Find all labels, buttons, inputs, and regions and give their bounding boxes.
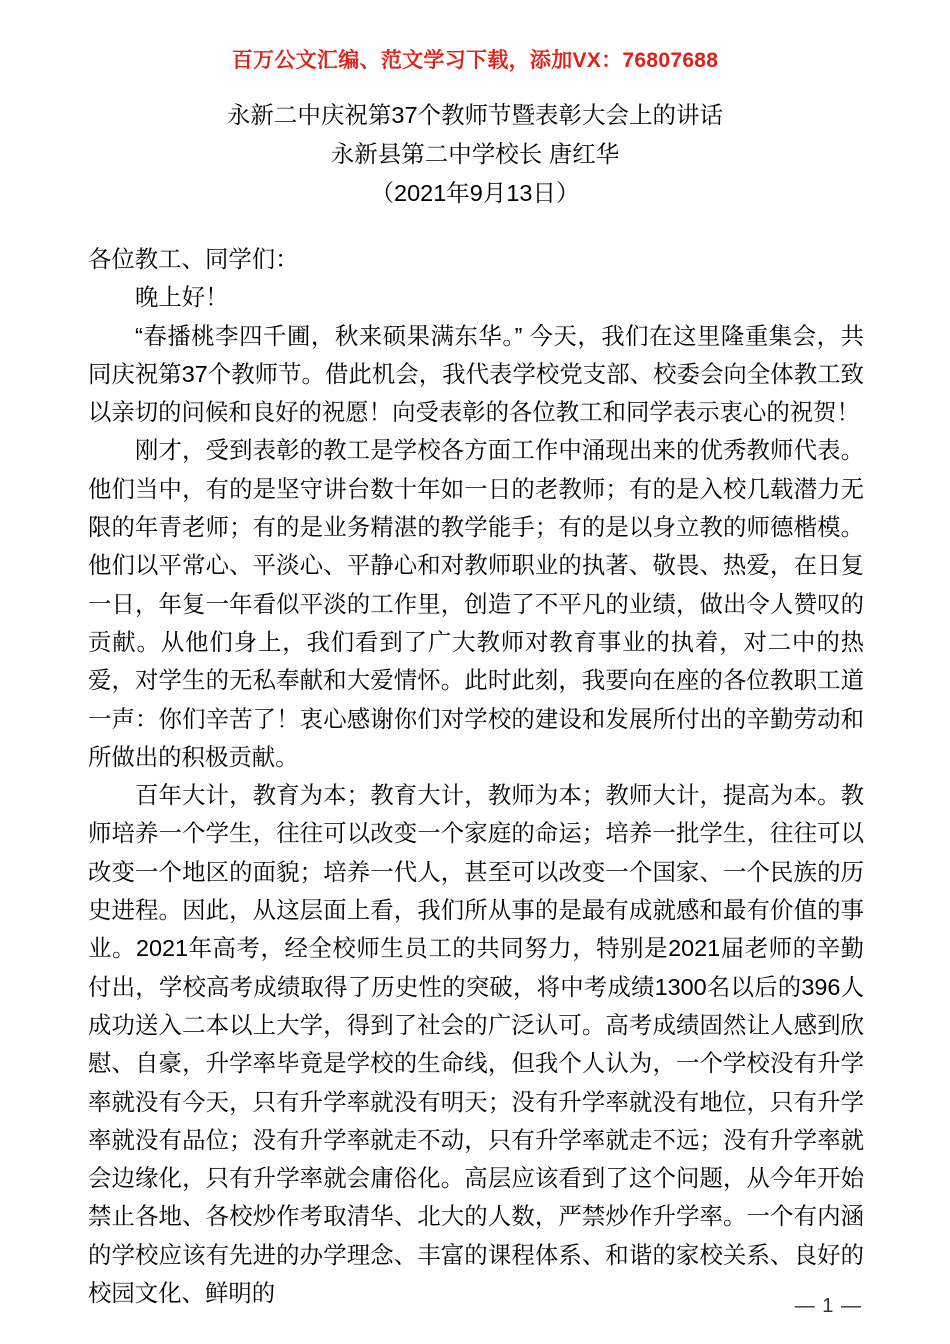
document-body	[88, 240, 864, 1312]
promo-header-banner: 百万公文汇编、范文学习下载，添加VX：76807688	[231, 49, 719, 72]
page-number-footer: — 1 —	[794, 1295, 862, 1317]
paragraph-opening: “春播桃李四千圃，秋来硕果满东华。” 今天，我们在这里隆重集会，共同庆祝第37个教师节。借此机会，我代表学校党支部、校委会向全体教工致以亲切的问候和良好的祝愿！向受表彰的各位教工和同学表示衷心的祝贺！	[88, 322, 864, 426]
document-title: 永新二中庆祝第37个教师节暨表彰大会上的讲话	[226, 102, 724, 128]
paragraph-greeting: 晚上好！	[135, 284, 229, 311]
paragraph-education-plan: 百年大计，教育为本；教育大计，教师为本；教师大计，提高为本。教师培养一个学生，往往可以改变一个家庭的命运；培养一批学生，往往可以改变一个地区的面貌；培养一代人，甚至可以改变一个国家、一个民族的历史进程。因此，从这层面上看，我们所从事的是最有成就感和最有价值的事业。2021年高考，经全校师生员工的共同努力，特别是2021届老师的辛勤付出，学校高考成绩取得了历史性的突破，将中考成绩1300名以后的396人成功送入二本以上大学，得到了社会的广泛认可。高考成绩固然让人感到欣慰、自豪，升学率毕竟是学校的生命线，但我个人认为，一个学校没有升学率就没有今天，只有升学率就没有明天；没有升学率就没有地位，只有升学率就没有品位；没有升学率就走不动，只有升学率就走不远；没有升学率就会边缘化，只有升学率就会庸俗化。高层应该看到了这个问题，从今年开始禁止各地、各校炒作考取清华、北大的人数，严禁炒作升学率。一个有内涵的学校应该有先进的办学理念、丰富的课程体系、和谐的家校关系、良好的校园文化、鲜明的	[88, 782, 864, 1307]
paragraph-salutation: 各位教工、同学们：	[88, 246, 299, 272]
document-subtitle-author: 永新县第二中学校长 唐红华	[330, 141, 620, 167]
document-date: （2021年9月13日）	[370, 180, 580, 206]
title-block	[0, 98, 950, 210]
paragraph-honored-teachers: 刚才，受到表彰的教工是学校各方面工作中涌现出来的优秀教师代表。他们当中，有的是坚守讲台数十年如一日的老教师；有的是入校几载潜力无限的年青老师；有的是业务精湛的教学能手；有的是以身立教的师德楷模。他们以平常心、平淡心、平静心和对教师职业的执著、敬畏、热爱，在日复一日，年复一年看似平淡的工作里，创造了不平凡的业绩，做出令人赞叹的贡献。从他们身上，我们看到了广大教师对教育事业的执着，对二中的热爱，对学生的无私奉献和大爱情怀。此时此刻，我要向在座的各位教职工道一声：你们辛苦了！衷心感谢你们对学校的建设和发展所付出的辛勤劳动和所做出的积极贡献。	[88, 437, 864, 770]
